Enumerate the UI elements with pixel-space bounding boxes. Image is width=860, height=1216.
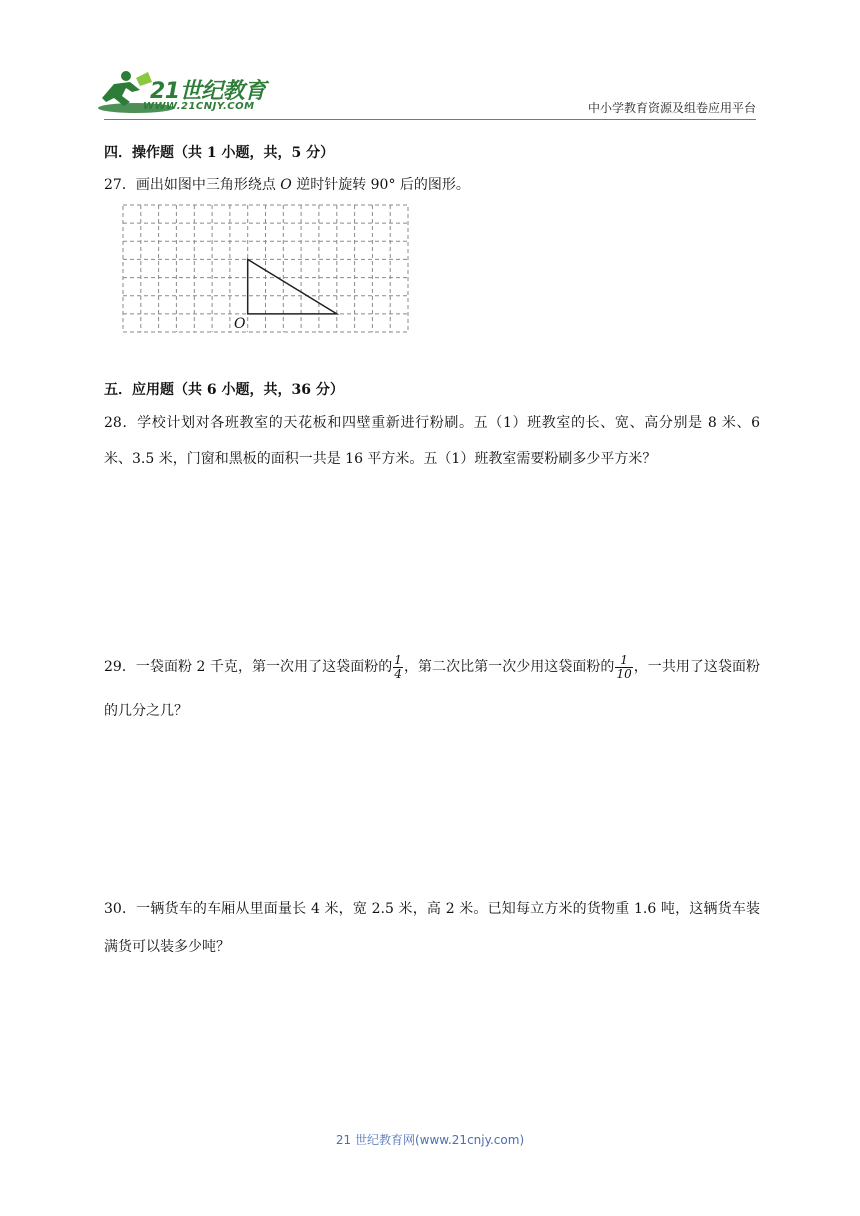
dashed-grid — [123, 205, 408, 332]
question-30: 30．一辆货车的车厢从里面量长 4 米，宽 2.5 米，高 2 米。已知每立方米的货物重 1.6 吨，这辆货车装满货可以装多少吨？ — [104, 901, 760, 955]
fraction-one-quarter: $\frac{1}{4}$ — [394, 652, 402, 681]
grid-figure — [122, 204, 412, 334]
q27-point-label: O — [280, 177, 292, 193]
question-29 — [104, 645, 760, 733]
question-27 — [104, 168, 760, 202]
fraction-one-tenth: $\frac{1}{10}$ — [616, 652, 632, 681]
footer-site-link[interactable]: 21 世纪教育网(www.21cnjy.com) — [335, 1133, 525, 1147]
section-4-title: 四．操作题（共 1 小题，共，5 分） — [104, 145, 335, 161]
section-5-title: 五．应用题（共 6 小题，共，36 分） — [104, 382, 344, 398]
point-o-label: O — [234, 316, 246, 332]
header-divider — [104, 119, 756, 120]
q29-part2: ，第二次比第一次少用这袋面粉的 — [403, 659, 615, 675]
q27-text-after: 逆时针旋转 90° 后的图形。 — [291, 177, 470, 193]
logo-wordmark: 21世纪教育 — [150, 79, 266, 104]
logo-url: WWW.21CNJY.COM — [143, 101, 255, 112]
q29-part1: 29．一袋面粉 2 千克，第一次用了这袋面粉的 — [104, 659, 393, 675]
q27-text-before: 27．画出如图中三角形绕点 — [104, 177, 281, 193]
q29-part3: ，一共用了这袋面粉的几分之几？ — [104, 659, 761, 719]
header-platform-text: 中小学教育资源及组卷应用平台 — [587, 101, 756, 115]
question-28: 28．学校计划对各班教室的天花板和四壁重新进行粉刷。五（1）班教室的长、宽、高分别是 8 米、6 米、3.5 米，门窗和黑板的面积一共是 16 平方米。五（1）班教室需要粉刷多少平方米？ — [104, 415, 760, 467]
triangle-shape — [248, 259, 337, 314]
